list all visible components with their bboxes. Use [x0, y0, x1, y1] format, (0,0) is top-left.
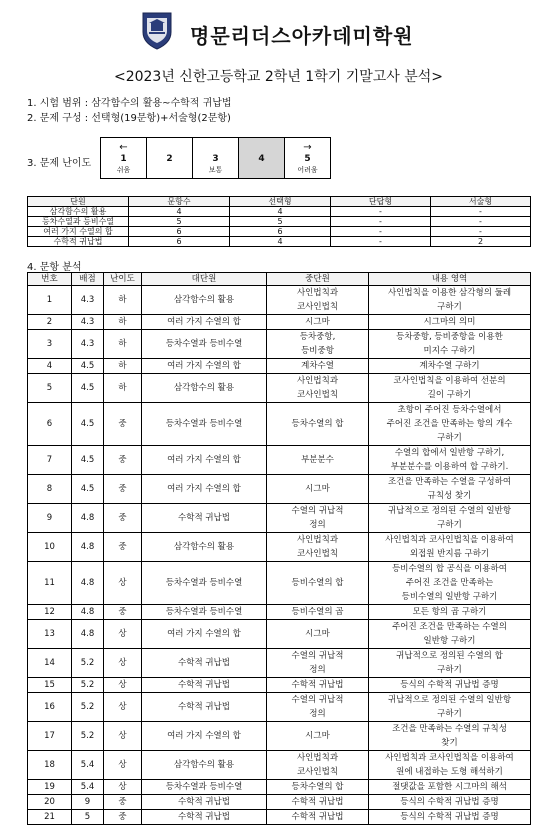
academy-name: 명문리더스아카데미학원	[190, 24, 414, 48]
analysis-unit-cell: 등차수열과 등비수열	[142, 562, 267, 605]
analysis-level-cell: 상	[104, 693, 142, 722]
analysis-no-cell: 14	[28, 649, 72, 678]
analysis-subunit-cell-line: 사인법칙과	[296, 376, 339, 386]
analysis-row	[28, 751, 531, 780]
analysis-level-cell: 하	[104, 359, 142, 374]
analysis-header-cell: 내용 영역	[369, 273, 531, 286]
analysis-unit-cell: 여러 가지 수열의 합	[142, 446, 267, 475]
analysis-level-cell: 상	[104, 562, 142, 605]
difficulty-word: 쉬움	[116, 165, 131, 174]
analysis-unit-cell: 삼각함수의 활용	[142, 751, 267, 780]
summary-cell: -	[331, 217, 431, 227]
analysis-subunit-cell-line: 수학적 귀납법	[291, 680, 344, 690]
analysis-row	[28, 678, 531, 693]
analysis-row	[28, 315, 531, 330]
analysis-unit-cell: 등차수열과 등비수열	[142, 403, 267, 446]
analysis-content-cell-line: 구하기	[437, 665, 462, 675]
analysis-content-cell	[369, 795, 531, 810]
analysis-row	[28, 605, 531, 620]
analysis-content-cell	[369, 649, 531, 678]
analysis-subunit-cell-line: 등차수열의 합	[291, 419, 344, 429]
analysis-content-cell-line: 일반항 구하기	[423, 636, 476, 646]
analysis-score-cell: 5.2	[72, 649, 104, 678]
analysis-no-cell: 11	[28, 562, 72, 605]
analysis-content-cell-line: 시그마의 의미	[423, 317, 476, 327]
summary-cell: 6	[129, 227, 230, 237]
analysis-row	[28, 403, 531, 446]
analysis-content-cell-line: 구하기	[437, 520, 462, 530]
difficulty-number: 1	[120, 153, 127, 164]
summary-row	[28, 237, 531, 247]
analysis-unit-cell: 수학적 귀납법	[142, 693, 267, 722]
analysis-row	[28, 795, 531, 810]
analysis-content-cell-line: 등비수열의 일반항 구하기	[401, 592, 498, 602]
analysis-subunit-cell-line: 등차중항,	[299, 332, 336, 342]
analysis-no-cell: 16	[28, 693, 72, 722]
analysis-subunit-cell-line: 수학적 귀납법	[291, 797, 344, 807]
analysis-subunit-cell-line: 사인법칙과	[296, 753, 339, 763]
analysis-subunit-cell	[267, 286, 369, 315]
analysis-row	[28, 446, 531, 475]
analysis-score-cell: 9	[72, 795, 104, 810]
analysis-score-cell: 4.8	[72, 533, 104, 562]
analysis-content-cell-line: 등식의 수학적 귀납법 증명	[400, 797, 499, 807]
difficulty-word	[147, 165, 192, 175]
analysis-row	[28, 810, 531, 825]
analysis-no-cell: 6	[28, 403, 72, 446]
analysis-content-cell	[369, 620, 531, 649]
analysis-no-cell: 4	[28, 359, 72, 374]
analysis-unit-cell: 여러 가지 수열의 합	[142, 359, 267, 374]
arrow-left-icon: ←	[119, 141, 128, 153]
summary-cell: 여러 가지 수열의 합	[28, 227, 129, 237]
summary-cell: -	[331, 227, 431, 237]
analysis-content-cell	[369, 751, 531, 780]
difficulty-word: 어려움	[297, 165, 318, 174]
analysis-subunit-cell	[267, 359, 369, 374]
analysis-subunit-cell-line: 등비중항	[301, 346, 334, 356]
analysis-no-cell: 18	[28, 751, 72, 780]
analysis-no-cell: 9	[28, 504, 72, 533]
analysis-row	[28, 780, 531, 795]
analysis-content-cell-line: 원에 내접하는 도형 해석하기	[396, 767, 503, 777]
analysis-subunit-cell	[267, 620, 369, 649]
exam-composition: 2. 문제 구성 : 선택형(19문항)+서술형(2문항)	[27, 113, 231, 124]
analysis-unit-cell: 여러 가지 수열의 합	[142, 722, 267, 751]
analysis-subunit-cell	[267, 810, 369, 825]
analysis-level-cell: 하	[104, 330, 142, 359]
analysis-content-cell-line: 길이 구하기	[427, 390, 472, 400]
analysis-content-cell-line: 구하기	[437, 709, 462, 719]
header	[0, 6, 557, 58]
analysis-content-cell-line: 규칙성 찾기	[427, 491, 472, 501]
analysis-subunit-cell-line: 시그마	[305, 317, 330, 327]
summary-cell: -	[331, 237, 431, 247]
analysis-subunit-cell	[267, 315, 369, 330]
analysis-unit-cell: 등차수열과 등비수열	[142, 330, 267, 359]
analysis-score-cell: 4.3	[72, 330, 104, 359]
analysis-content-cell-line: 귀납적으로 정의된 수열의 일반항	[387, 695, 512, 705]
analysis-content-cell-line: 등비수열의 합 공식을 이용하여	[392, 564, 507, 574]
analysis-no-cell: 10	[28, 533, 72, 562]
summary-cell: 5	[230, 217, 331, 227]
analysis-no-cell: 1	[28, 286, 72, 315]
analysis-row	[28, 286, 531, 315]
summary-header-cell: 선택형	[230, 197, 331, 207]
analysis-unit-cell: 수학적 귀납법	[142, 649, 267, 678]
analysis-content-cell	[369, 475, 531, 504]
analysis-unit-cell: 여러 가지 수열의 합	[142, 475, 267, 504]
analysis-content-cell-line: 외접원 반지름 구하기	[409, 549, 490, 559]
analysis-content-cell	[369, 315, 531, 330]
exam-scope: 1. 시험 범위 : 삼각함수의 활용~수학적 귀납법	[27, 98, 232, 109]
analysis-subunit-cell-line: 정의	[309, 709, 326, 719]
analysis-subunit-cell-line: 수열의 귀납적	[291, 651, 344, 661]
analysis-subunit-cell-line: 수열의 귀납적	[291, 506, 344, 516]
analysis-content-cell-line: 귀납적으로 정의된 수열의 일반항	[387, 506, 512, 516]
analysis-content-cell-line: 수열의 합에서 일반항 구하기,	[394, 448, 505, 458]
summary-cell: 5	[129, 217, 230, 227]
difficulty-level-1	[101, 138, 147, 179]
arrow-right-icon: →	[303, 141, 312, 153]
analysis-subunit-cell-line: 코사인법칙	[296, 549, 339, 559]
summary-header-cell: 단답형	[331, 197, 431, 207]
analysis-row	[28, 562, 531, 605]
analysis-level-cell: 중	[104, 795, 142, 810]
analysis-subunit-cell	[267, 504, 369, 533]
analysis-subunit-cell-line: 시그마	[305, 629, 330, 639]
analysis-level-cell: 중	[104, 810, 142, 825]
summary-cell: 4	[230, 207, 331, 217]
analysis-score-cell: 4.8	[72, 605, 104, 620]
analysis-subunit-cell	[267, 403, 369, 446]
summary-cell: -	[431, 217, 531, 227]
analysis-subunit-cell	[267, 780, 369, 795]
summary-cell: 삼각함수의 활용	[28, 207, 129, 217]
analysis-content-cell-line: 등식의 수학적 귀납법 증명	[400, 680, 499, 690]
analysis-content-cell	[369, 330, 531, 359]
analysis-content-cell-line: 주어진 조건을 만족하는 수열의	[392, 622, 507, 632]
analysis-row	[28, 722, 531, 751]
analysis-level-cell: 중	[104, 446, 142, 475]
summary-cell: -	[431, 207, 531, 217]
analysis-score-cell: 4.5	[72, 403, 104, 446]
analysis-header-cell: 중단원	[267, 273, 369, 286]
analysis-level-cell: 하	[104, 286, 142, 315]
arrow-slot	[239, 142, 284, 153]
analysis-row	[28, 374, 531, 403]
analysis-header-cell: 번호	[28, 273, 72, 286]
summary-cell: -	[331, 207, 431, 217]
analysis-subunit-cell-line: 시그마	[305, 484, 330, 494]
analysis-level-cell: 하	[104, 374, 142, 403]
analysis-no-cell: 12	[28, 605, 72, 620]
summary-cell: 등차수열과 등비수열	[28, 217, 129, 227]
analysis-content-cell	[369, 359, 531, 374]
analysis-content-cell-line: 조건을 만족하는 수열을 구성하여	[387, 477, 512, 487]
analysis-header-cell: 난이도	[104, 273, 142, 286]
analysis-score-cell: 4.5	[72, 359, 104, 374]
summary-cell: 6	[129, 237, 230, 247]
analysis-no-cell: 21	[28, 810, 72, 825]
difficulty-number: 5	[304, 153, 311, 164]
exam-title: <2023년 신한고등학교 2학년 1학기 기말고사 분석>	[113, 69, 444, 85]
analysis-content-cell	[369, 286, 531, 315]
analysis-subunit-cell	[267, 795, 369, 810]
analysis-subunit-cell	[267, 330, 369, 359]
analysis-subunit-cell	[267, 751, 369, 780]
analysis-no-cell: 2	[28, 315, 72, 330]
analysis-unit-cell: 수학적 귀납법	[142, 810, 267, 825]
analysis-score-cell: 5.4	[72, 751, 104, 780]
analysis-subunit-cell-line: 코사인법칙	[296, 390, 339, 400]
analysis-subunit-cell	[267, 693, 369, 722]
difficulty-number: 2	[166, 153, 173, 164]
analysis-table	[27, 272, 531, 825]
analysis-content-cell-line: 구하기	[437, 433, 462, 443]
analysis-row	[28, 533, 531, 562]
difficulty-word	[239, 165, 284, 175]
analysis-content-cell	[369, 504, 531, 533]
analysis-row	[28, 620, 531, 649]
analysis-row	[28, 649, 531, 678]
analysis-subunit-cell	[267, 533, 369, 562]
analysis-content-cell	[369, 810, 531, 825]
analysis-unit-cell: 등차수열과 등비수열	[142, 605, 267, 620]
analysis-subunit-cell	[267, 446, 369, 475]
analysis-score-cell: 5.2	[72, 693, 104, 722]
analysis-no-cell: 3	[28, 330, 72, 359]
analysis-level-cell: 상	[104, 678, 142, 693]
analysis-content-cell-line: 절댓값을 포함한 시그마의 해석	[392, 782, 507, 792]
analysis-content-cell-line: 초항이 주어진 등차수열에서	[397, 405, 502, 415]
analysis-level-cell: 상	[104, 649, 142, 678]
analysis-content-cell-line: 주어진 조건을 만족하는	[405, 578, 494, 588]
analysis-header-cell: 대단원	[142, 273, 267, 286]
analysis-score-cell: 4.3	[72, 315, 104, 330]
analysis-level-cell: 상	[104, 722, 142, 751]
analysis-unit-cell: 등차수열과 등비수열	[142, 780, 267, 795]
difficulty-number: 3	[212, 153, 219, 164]
analysis-subunit-cell-line: 계차수열	[301, 361, 334, 371]
analysis-subunit-cell-line: 사인법칙과	[296, 535, 339, 545]
difficulty-level-4	[239, 138, 285, 179]
analysis-content-cell-line: 찾기	[441, 738, 458, 748]
analysis-unit-cell: 여러 가지 수열의 합	[142, 315, 267, 330]
analysis-content-cell	[369, 678, 531, 693]
analysis-row	[28, 504, 531, 533]
summary-cell: 4	[230, 237, 331, 247]
analysis-content-cell	[369, 722, 531, 751]
analysis-subunit-cell-line: 정의	[309, 520, 326, 530]
analysis-content-cell	[369, 693, 531, 722]
analysis-content-cell-line: 등차중항, 등비중항을 이용한	[396, 332, 503, 342]
analysis-content-cell-line: 미지수 구하기	[423, 346, 476, 356]
summary-cell: 6	[230, 227, 331, 237]
analysis-unit-cell: 수학적 귀납법	[142, 795, 267, 810]
summary-cell: -	[431, 227, 531, 237]
analysis-unit-cell: 여러 가지 수열의 합	[142, 620, 267, 649]
difficulty-level-2	[147, 138, 193, 179]
analysis-subunit-cell	[267, 649, 369, 678]
analysis-level-cell: 상	[104, 751, 142, 780]
analysis-subunit-cell	[267, 678, 369, 693]
analysis-content-cell	[369, 533, 531, 562]
analysis-no-cell: 5	[28, 374, 72, 403]
arrow-slot	[147, 142, 192, 153]
summary-header-cell: 문항수	[129, 197, 230, 207]
arrow-slot	[193, 142, 238, 153]
analysis-subunit-cell-line: 코사인법칙	[296, 302, 339, 312]
analysis-level-cell: 중	[104, 533, 142, 562]
analysis-content-cell-line: 구하기	[437, 302, 462, 312]
analysis-no-cell: 17	[28, 722, 72, 751]
analysis-content-cell	[369, 605, 531, 620]
analysis-row	[28, 693, 531, 722]
analysis-no-cell: 7	[28, 446, 72, 475]
analysis-subunit-cell-line: 코사인법칙	[296, 767, 339, 777]
analysis-content-cell-line: 계차수열 구하기	[419, 361, 480, 371]
analysis-score-cell: 5.2	[72, 722, 104, 751]
summary-table	[27, 196, 531, 247]
analysis-subunit-cell-line: 사인법칙과	[296, 288, 339, 298]
analysis-score-cell: 4.5	[72, 374, 104, 403]
analysis-level-cell: 중	[104, 403, 142, 446]
analysis-score-cell: 4.5	[72, 446, 104, 475]
analysis-subunit-cell-line: 시그마	[305, 731, 330, 741]
summary-row	[28, 227, 531, 237]
analysis-content-cell	[369, 403, 531, 446]
analysis-no-cell: 19	[28, 780, 72, 795]
analysis-score-cell: 4.3	[72, 286, 104, 315]
analysis-no-cell: 20	[28, 795, 72, 810]
analysis-subunit-cell	[267, 562, 369, 605]
difficulty-level-3	[193, 138, 239, 179]
analysis-level-cell: 하	[104, 315, 142, 330]
analysis-score-cell: 5.2	[72, 678, 104, 693]
analysis-content-cell	[369, 446, 531, 475]
analysis-subunit-cell	[267, 475, 369, 504]
analysis-content-cell-line: 등식의 수학적 귀납법 증명	[400, 812, 499, 822]
analysis-content-cell	[369, 374, 531, 403]
difficulty-scale	[100, 137, 331, 179]
analysis-unit-cell: 수학적 귀납법	[142, 678, 267, 693]
analysis-content-cell-line: 사인법칙과 코사인법칙을 이용하여	[385, 535, 514, 545]
analysis-content-cell	[369, 562, 531, 605]
analysis-subunit-cell-line: 정의	[309, 665, 326, 675]
analysis-level-cell: 중	[104, 475, 142, 504]
analysis-unit-cell: 삼각함수의 활용	[142, 286, 267, 315]
difficulty-number: 4	[258, 153, 265, 164]
analysis-content-cell-line: 모든 항의 곱 구하기	[412, 607, 487, 617]
analysis-header-cell: 배점	[72, 273, 104, 286]
analysis-score-cell: 5	[72, 810, 104, 825]
analysis-no-cell: 8	[28, 475, 72, 504]
academy-emblem-icon	[140, 10, 174, 50]
summary-row	[28, 207, 531, 217]
analysis-level-cell: 상	[104, 780, 142, 795]
analysis-score-cell: 4.8	[72, 620, 104, 649]
analysis-subunit-cell-line: 등비수열의 곱	[291, 607, 344, 617]
summary-row	[28, 217, 531, 227]
difficulty-label: 3. 문제 난이도	[27, 158, 92, 169]
summary-header-cell: 서술형	[431, 197, 531, 207]
summary-header-cell: 단원	[28, 197, 129, 207]
analysis-content-cell-line: 부분분수를 이용하여 합 구하기.	[390, 462, 509, 472]
analysis-content-cell-line: 코사인법칙을 이용하여 선분의	[393, 376, 506, 386]
summary-cell: 수학적 귀납법	[28, 237, 129, 247]
analysis-level-cell: 상	[104, 620, 142, 649]
analysis-score-cell: 4.8	[72, 562, 104, 605]
difficulty-level-5	[285, 138, 331, 179]
analysis-content-cell	[369, 780, 531, 795]
analysis-content-cell-line: 귀납적으로 정의된 수열의 합	[396, 651, 503, 661]
summary-cell: 2	[431, 237, 531, 247]
analysis-subunit-cell	[267, 722, 369, 751]
analysis-row	[28, 330, 531, 359]
analysis-content-cell-line: 사인법칙과 코사인법칙을 이용하여	[385, 753, 514, 763]
analysis-subunit-cell-line: 등비수열의 합	[291, 578, 344, 588]
analysis-content-cell-line: 사인법칙을 이용한 삼각형의 둘레	[387, 288, 512, 298]
analysis-unit-cell: 삼각함수의 활용	[142, 374, 267, 403]
analysis-row	[28, 475, 531, 504]
analysis-subunit-cell-line: 수열의 귀납적	[291, 695, 344, 705]
analysis-subunit-cell	[267, 605, 369, 620]
analysis-no-cell: 15	[28, 678, 72, 693]
analysis-content-cell-line: 조건을 만족하는 수열의 규칙성	[392, 724, 507, 734]
section-4-label: 4. 문항 분석	[27, 262, 82, 273]
difficulty-word: 보통	[208, 165, 223, 174]
analysis-score-cell: 5.4	[72, 780, 104, 795]
summary-cell: 4	[129, 207, 230, 217]
analysis-subunit-cell-line: 수학적 귀납법	[291, 812, 344, 822]
analysis-subunit-cell-line: 부분분수	[301, 455, 334, 465]
analysis-subunit-cell	[267, 374, 369, 403]
analysis-level-cell: 중	[104, 605, 142, 620]
analysis-level-cell: 중	[104, 504, 142, 533]
analysis-subunit-cell-line: 등차수열의 합	[291, 782, 344, 792]
analysis-unit-cell: 삼각함수의 활용	[142, 533, 267, 562]
analysis-no-cell: 13	[28, 620, 72, 649]
analysis-unit-cell: 수학적 귀납법	[142, 504, 267, 533]
analysis-score-cell: 4.8	[72, 504, 104, 533]
analysis-score-cell: 4.5	[72, 475, 104, 504]
analysis-content-cell-line: 주어진 조건을 만족하는 항의 개수	[386, 419, 513, 429]
analysis-row	[28, 359, 531, 374]
